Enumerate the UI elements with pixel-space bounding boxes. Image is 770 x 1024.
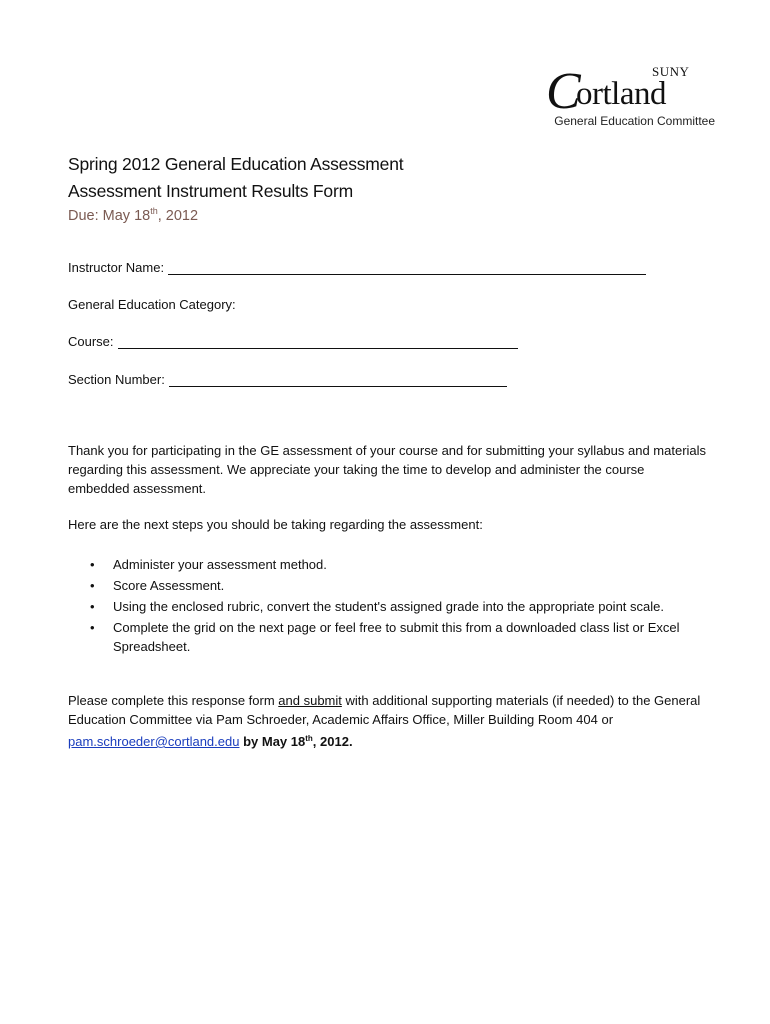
form-title-line1: Spring 2012 General Education Assessment: [68, 154, 404, 174]
list-item: • Administer your assessment method.: [90, 557, 327, 572]
thank-you-paragraph: Thank you for participating in the GE assessment of your course and for submitting your syllabus and materials regarding this assessment. We appreciate your taking the time to develop and administer the course embedded assessment.: [68, 443, 707, 496]
bullet-icon: •: [90, 599, 95, 614]
logo-c-letter: C: [546, 63, 581, 116]
deadline-text: by May 18th, 2012.: [239, 734, 353, 749]
committee-label: General Education Committee: [554, 114, 715, 128]
bullet-icon: •: [90, 557, 95, 572]
section-number-label: Section Number:: [68, 372, 165, 387]
form-title-line2: Assessment Instrument Results Form: [68, 181, 353, 201]
instructor-name-label: Instructor Name:: [68, 260, 165, 275]
instructor-name-field: [68, 260, 646, 275]
gen-ed-category-field: [68, 297, 236, 312]
gen-ed-category-label: General Education Category:: [68, 297, 236, 312]
email-link[interactable]: pam.schroeder@cortland.edu: [68, 734, 240, 749]
course-field: [68, 334, 518, 349]
list-item: • Complete the grid on the next page or feel free to submit this from a downloaded class list or Excel Spreadsheet.: [90, 620, 680, 654]
course-label: Course:: [68, 334, 114, 349]
due-date: Due: May 18th, 2012: [68, 206, 199, 224]
next-steps-intro: Here are the next steps you should be taking regarding the assessment:: [68, 517, 483, 532]
section-number-line[interactable]: [169, 374, 507, 387]
bullet-icon: •: [90, 578, 95, 593]
steps-list: [68, 555, 708, 658]
instructor-name-line[interactable]: [168, 262, 646, 275]
section-number-field: [68, 372, 507, 387]
and-submit-text: and submit: [278, 693, 342, 708]
bullet-icon: •: [90, 620, 95, 635]
suny-cortland-logo: [540, 60, 720, 116]
list-item: • Score Assessment.: [90, 578, 225, 593]
list-item: • Using the enclosed rubric, convert the student's assigned grade into the appropriate point scale.: [90, 599, 664, 614]
logo-ortland-text: ortland: [576, 76, 666, 112]
course-line[interactable]: [118, 336, 518, 349]
logo-suny-text: SUNY: [652, 64, 690, 79]
closing-paragraph: Please complete this response form and submit with additional supporting materials (if needed) to the General Education Committee via Pam Schroeder, Academic Affairs Office, Miller Building Room 404 or pam.schroeder@cortland.edu by May 18th, 2012.: [68, 693, 701, 749]
